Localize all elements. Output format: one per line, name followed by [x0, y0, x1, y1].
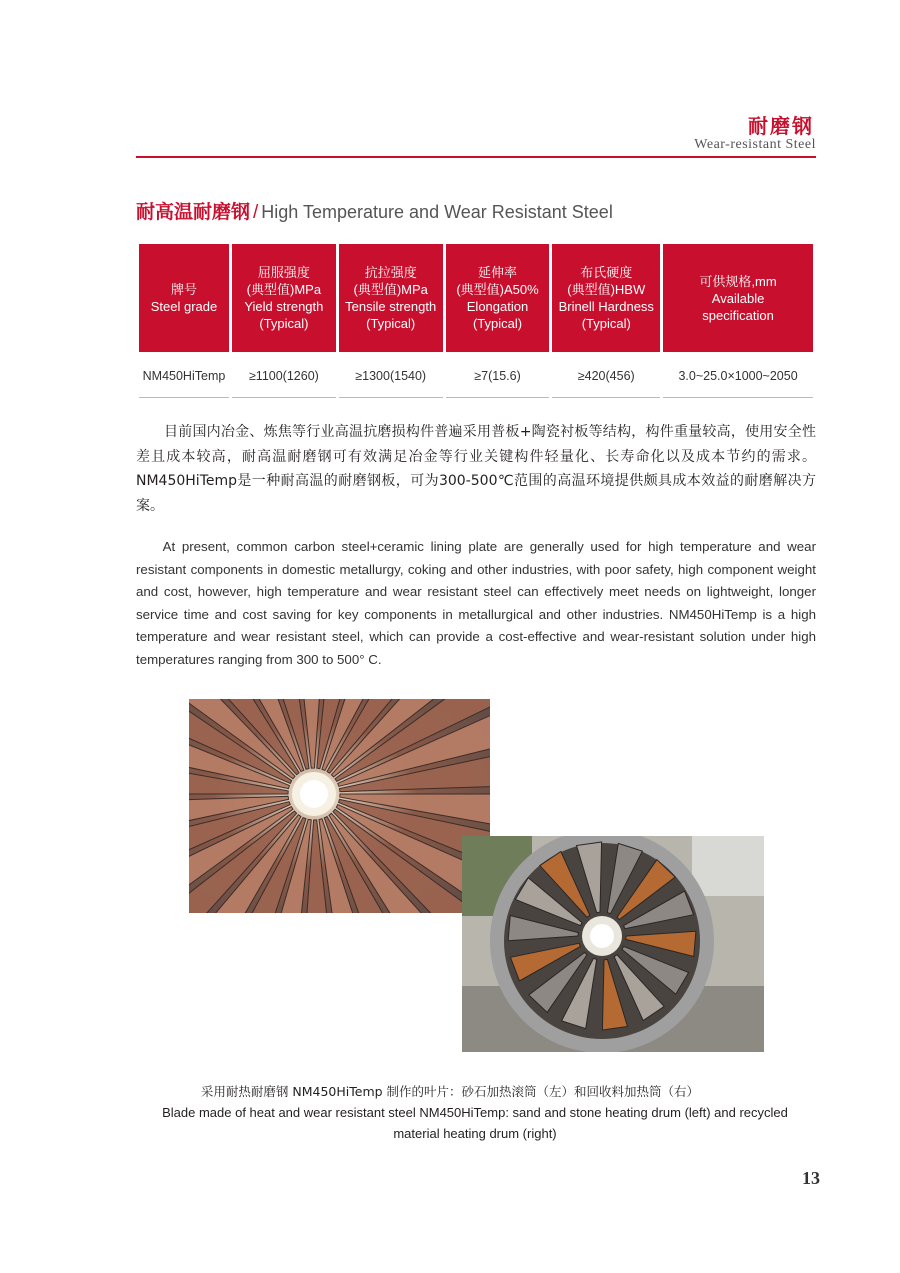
col-header-line: Yield strength [244, 299, 324, 314]
col-header-line: (Typical) [472, 316, 523, 331]
col-header-line: 延伸率 [477, 265, 517, 280]
table-row [139, 352, 813, 398]
section-title-en: High Temperature and Wear Resistant Steel [261, 202, 613, 222]
col-header-line: (Typical) [366, 316, 416, 331]
drum-blades-left-illustration [189, 699, 490, 913]
caption-cn: 采用耐热耐磨钢 NM450HiTemp 制作的叶片：砂石加热滚筒（左）和回收料加热筒（右） [200, 1084, 700, 1099]
col-header-line: Brinell Hardness [558, 299, 654, 314]
col-header-yield-strength [232, 244, 336, 352]
col-header-line: (典型值)MPa [353, 282, 428, 297]
col-header-line: 抗拉强度 [364, 265, 417, 280]
col-header-line: 可供规格,mm [699, 273, 777, 289]
header-subtitle: Wear-resistant Steel [694, 137, 816, 152]
col-header-line: Elongation [466, 299, 529, 314]
paragraph-cn: 目前国内冶金、炼焦等行业高温抗磨损构件普遍采用普板+陶瓷衬板等结构，构件重量较高，使用安全性差且成本较高，耐高温耐磨钢可有效满足冶金等行业关键构件轻量化、长寿命化以及成本节约的需求。NM450HiTemp是一种耐高温的耐磨钢板，可为300-500℃范围的高温环境提供颇具成本效益的耐磨解决方案。 [136, 424, 816, 514]
col-header-line: (Typical) [581, 316, 631, 331]
col-header-line: (典型值)HBW [567, 282, 646, 297]
spec-table [136, 244, 816, 398]
table-cell: ≥420(456) [552, 352, 660, 398]
header-rule [136, 156, 816, 158]
col-header-line: 牌号 [170, 282, 197, 297]
section-title-separator: / [253, 202, 259, 223]
table-cell: ≥7(15.6) [446, 352, 550, 398]
col-header-elongation [446, 244, 550, 352]
photo-sand-stone-drum [189, 699, 490, 913]
col-header-line: Steel grade [150, 299, 218, 314]
table-cell: NM450HiTemp [139, 352, 229, 398]
col-header-available-specification [663, 244, 813, 352]
table-cell: ≥1300(1540) [339, 352, 443, 398]
col-header-tensile-strength [339, 244, 443, 352]
col-header-line: 屈服强度 [257, 265, 310, 280]
caption-en: Blade made of heat and wear resistant steel NM450HiTemp: sand and stone heating drum (left) and recycled material heating drum (right) [162, 1105, 788, 1141]
paragraph-en: At present, common carbon steel+ceramic lining plate are generally used for high temperature and wear resistant components in domestic metallurgy, coking and other industries, with poor safety, high component weight and cost, however, high temperature and wear resistant steel can effectively meet needs on lightweight, longer service time and cost saving for key components in metallurgical and other industries. NM450HiTemp is a high temperature and wear resistant steel, which can provide a cost-effective and wear-resistant solution under high temperatures ranging from 300 to 500° C. [136, 539, 816, 667]
photo-recycled-material-drum [462, 836, 764, 1052]
col-header-line: (典型值)MPa [246, 282, 322, 297]
header-title: 耐磨钢 [748, 114, 814, 138]
col-header-line: Tensile strength [345, 299, 437, 314]
col-header-line: Available [711, 290, 765, 306]
col-header-steel-grade [139, 244, 229, 352]
col-header-line: (Typical) [259, 316, 309, 331]
col-header-line: 布氏硬度 [580, 265, 633, 280]
col-header-line: specification [702, 307, 774, 323]
table-cell: 3.0~25.0×1000~2050 [663, 352, 813, 398]
section-title [136, 197, 613, 224]
drum-blades-right-illustration [462, 836, 764, 1052]
col-header-line: (典型值)A50% [456, 282, 539, 297]
table-cell: ≥1100(1260) [232, 352, 336, 398]
page-number: 13 [802, 1168, 820, 1188]
col-header-brinell-hardness [552, 244, 660, 352]
section-title-cn: 耐高温耐磨钢 [136, 201, 251, 223]
